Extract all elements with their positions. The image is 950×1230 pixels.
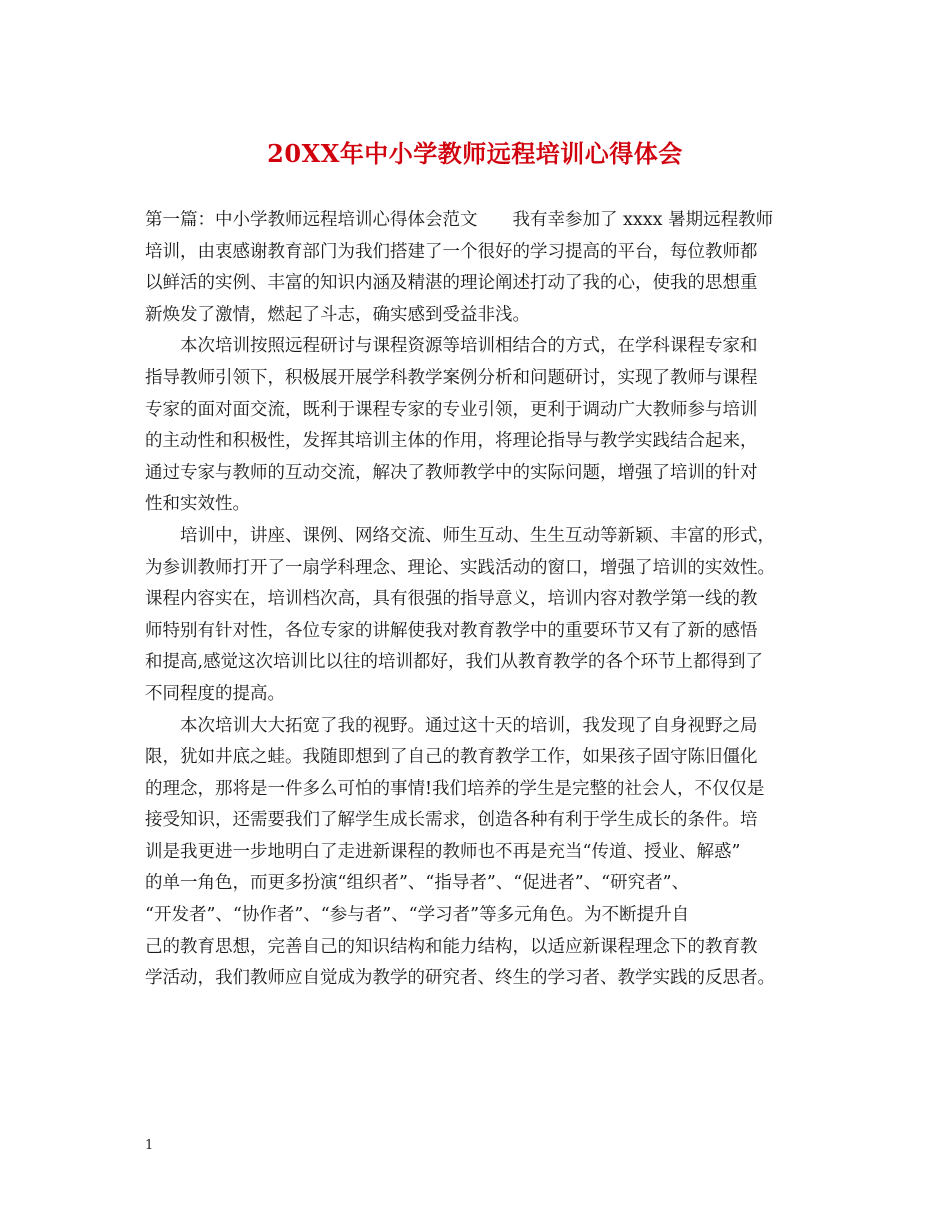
body-line: 新焕发了激情，燃起了斗志，确实感到受益非浅。 [145,304,530,325]
body-line: 训是我更进一步地明白了走进新课程的教师也不再是充当“传道、授业、解惑” [145,841,741,862]
body-line: 本次培训按照远程研讨与课程资源等培训相结合的方式，在学科课程专家和 [180,336,758,357]
body-line: 培训中，讲座、课例、网络交流、师生互动、生生互动等新颖、丰富的形式， [180,525,775,546]
body-line: 学活动，我们教师应自觉成为教学的研究者、终生的学习者、教学实践的反思者。 [145,968,775,989]
body-line: 师特别有针对性，各位专家的讲解使我对教育教学中的重要环节又有了新的感悟 [145,620,758,641]
body-line: 接受知识，还需要我们了解学生成长需求，创造各种有利于学生成长的条件。培 [145,810,758,831]
body-line: 不同程度的提高。 [145,683,285,704]
page-number: 1 [145,1138,154,1153]
body-line: 的单一角色，而更多扮演“组织者”、“指导者”、“促进者”、“研究者”、 [145,873,690,894]
body-line: 性和实效性。 [145,494,250,515]
body-line: “开发者”、“协作者”、“参与者”、“学习者”等多元角色。为不断提升自 [145,905,690,926]
body-line: 指导教师引领下，积极展开展学科教学案例分析和问题研讨，实现了教师与课程 [145,367,758,388]
body-line: 本次培训大大拓宽了我的视野。通过这十天的培训，我发现了自身视野之局 [180,715,758,736]
document-title: 20XX年中小学教师远程培训心得体会 [267,139,683,168]
document-body [145,205,810,995]
body-line: 培训，由衷感谢教育部门为我们搭建了一个很好的学习提高的平台，每位教师都 [145,241,758,262]
body-line: 限，犹如井底之蛙。我随即想到了自己的教育教学工作，如果孩子固守陈旧僵化 [145,747,758,768]
body-line: 第一篇：中小学教师远程培训心得体会范文 我有幸参加了 xxxx 暑期远程教师 [145,210,774,230]
body-line: 的理念，那将是一件多么可怕的事情!我们培养的学生是完整的社会人，不仅仅是 [145,778,765,799]
body-line: 专家的面对面交流，既利于课程专家的专业引领，更利于调动广大教师参与培训 [145,399,758,420]
body-line: 以鲜活的实例、丰富的知识内涵及精湛的理论阐述打动了我的心，使我的思想重 [145,273,758,294]
body-line: 己的教育思想，完善自己的知识结构和能力结构，以适应新课程理念下的教育教 [145,936,758,957]
body-line: 和提高,感觉这次培训比以往的培训都好，我们从教育教学的各个环节上都得到了 [145,652,764,673]
body-line: 课程内容实在，培训档次高，具有很强的指导意义，培训内容对教学第一线的教 [145,589,758,610]
body-line: 的主动性和积极性，发挥其培训主体的作用，将理论指导与教学实践结合起来， [145,431,758,452]
body-line: 为参训教师打开了一扇学科理念、理论、实践活动的窗口，增强了培训的实效性。 [145,557,775,578]
body-line: 通过专家与教师的互动交流，解决了教师教学中的实际问题，增强了培训的针对 [145,462,758,483]
